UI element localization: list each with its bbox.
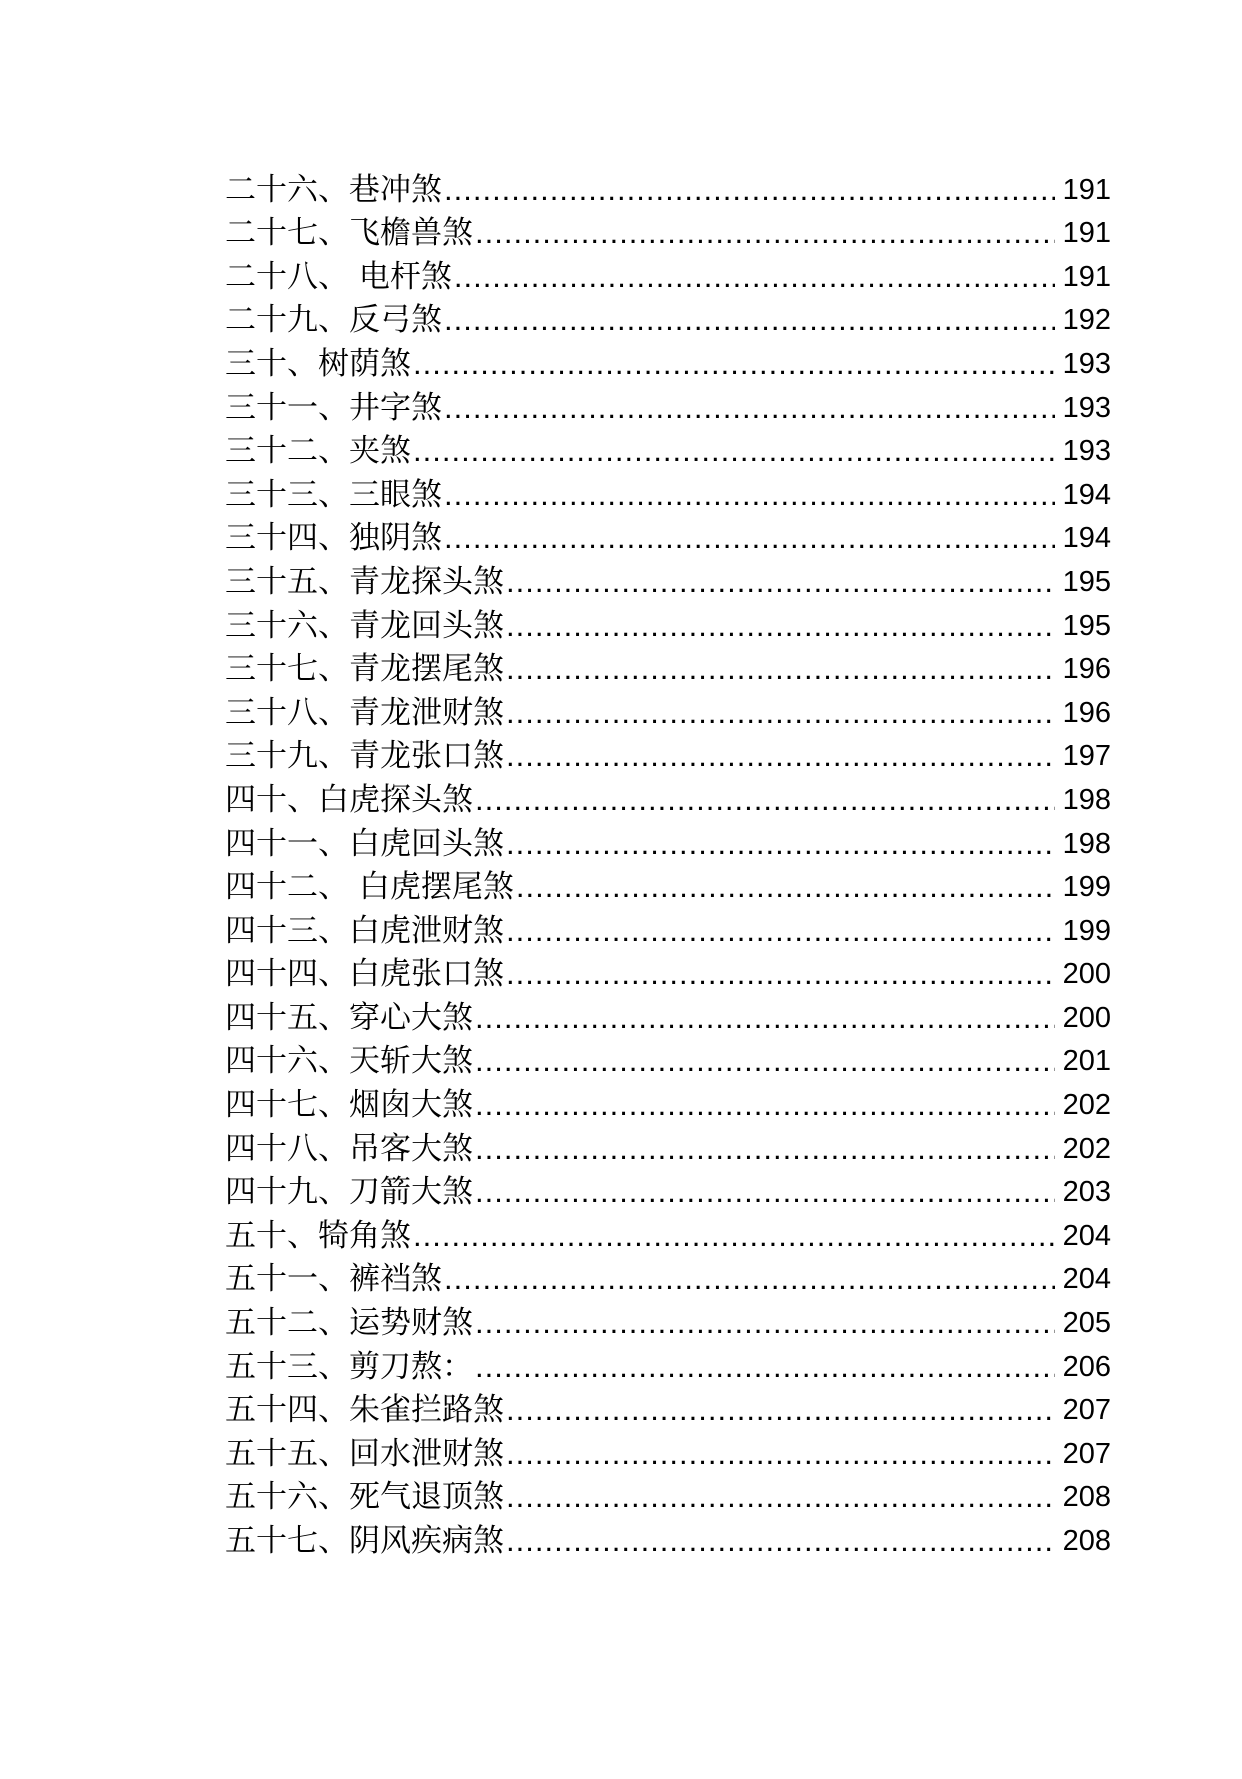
dot-leader bbox=[506, 693, 1055, 733]
toc-entry-title: 三十三、三眼煞 bbox=[225, 476, 442, 513]
dot-leader bbox=[506, 954, 1055, 994]
toc-entry[interactable] bbox=[225, 253, 1111, 297]
toc-entry-title: 四十八、吊客大煞 bbox=[225, 1130, 473, 1167]
toc-entry-title: 五十五、回水泄财煞 bbox=[225, 1435, 504, 1472]
toc-entry[interactable] bbox=[225, 776, 1111, 820]
table-of-contents bbox=[225, 166, 1111, 1561]
toc-entry-page-number: 195 bbox=[1062, 609, 1111, 642]
toc-entry[interactable] bbox=[225, 166, 1111, 210]
dot-leader bbox=[444, 300, 1055, 340]
dot-leader bbox=[444, 388, 1055, 428]
toc-entry-page-number: 206 bbox=[1062, 1350, 1111, 1383]
toc-entry-title: 二十八、 电杆煞 bbox=[225, 258, 452, 295]
toc-entry-page-number: 207 bbox=[1062, 1394, 1111, 1427]
toc-entry-page-number: 202 bbox=[1062, 1089, 1111, 1122]
dot-leader bbox=[506, 1521, 1055, 1561]
dot-leader bbox=[506, 1477, 1055, 1517]
toc-entry-page-number: 204 bbox=[1062, 1219, 1111, 1252]
dot-leader bbox=[506, 649, 1055, 689]
toc-entry-title: 二十七、飞檐兽煞 bbox=[225, 215, 473, 252]
toc-entry[interactable] bbox=[225, 733, 1111, 777]
toc-entry-page-number: 208 bbox=[1062, 1525, 1111, 1557]
toc-entry[interactable] bbox=[225, 471, 1111, 515]
dot-leader bbox=[506, 606, 1055, 646]
toc-entry-title: 三十、树荫煞 bbox=[225, 345, 411, 382]
toc-entry-title: 三十七、青龙摆尾煞 bbox=[225, 651, 504, 688]
dot-leader bbox=[475, 1041, 1055, 1081]
dot-leader bbox=[516, 867, 1055, 907]
toc-entry-title: 五十、犄角煞 bbox=[225, 1217, 411, 1254]
dot-leader bbox=[506, 562, 1055, 602]
toc-entry[interactable] bbox=[225, 1387, 1111, 1431]
toc-entry[interactable] bbox=[225, 210, 1111, 254]
toc-entry[interactable] bbox=[225, 297, 1111, 341]
toc-entry-page-number: 202 bbox=[1062, 1132, 1111, 1165]
dot-leader bbox=[475, 213, 1055, 253]
dot-leader bbox=[475, 1303, 1055, 1343]
toc-entry[interactable] bbox=[225, 820, 1111, 864]
toc-entry[interactable] bbox=[225, 646, 1111, 690]
toc-entry[interactable] bbox=[225, 1474, 1111, 1518]
toc-entry-page-number: 200 bbox=[1062, 1001, 1111, 1034]
toc-entry[interactable] bbox=[225, 1343, 1111, 1387]
toc-entry[interactable] bbox=[225, 558, 1111, 602]
toc-entry-page-number: 199 bbox=[1062, 914, 1111, 947]
toc-entry-title: 三十五、青龙探头煞 bbox=[225, 563, 504, 600]
toc-entry[interactable] bbox=[225, 340, 1111, 384]
toc-entry[interactable] bbox=[225, 689, 1111, 733]
toc-entry-page-number: 199 bbox=[1062, 871, 1111, 904]
toc-entry-title: 五十二、运势财煞 bbox=[225, 1305, 473, 1342]
toc-entry[interactable] bbox=[225, 1299, 1111, 1343]
toc-entry-page-number: 191 bbox=[1062, 260, 1111, 293]
toc-entry[interactable] bbox=[225, 1125, 1111, 1169]
toc-entry[interactable] bbox=[225, 1517, 1111, 1561]
dot-leader bbox=[475, 780, 1055, 820]
dot-leader bbox=[506, 1434, 1055, 1474]
toc-entry-title: 四十五、穿心大煞 bbox=[225, 999, 473, 1036]
toc-entry-page-number: 201 bbox=[1062, 1045, 1111, 1078]
toc-entry[interactable] bbox=[225, 1256, 1111, 1300]
toc-entry-title: 五十三、剪刀熬： bbox=[225, 1348, 473, 1385]
toc-entry-title: 二十九、反弓煞 bbox=[225, 302, 442, 339]
toc-entry-page-number: 208 bbox=[1062, 1481, 1111, 1514]
dot-leader bbox=[475, 1172, 1055, 1212]
toc-entry-page-number: 191 bbox=[1062, 217, 1111, 250]
toc-entry[interactable] bbox=[225, 1038, 1111, 1082]
toc-entry-title: 四十七、烟囱大煞 bbox=[225, 1087, 473, 1124]
toc-entry-page-number: 195 bbox=[1062, 565, 1111, 598]
toc-entry-page-number: 198 bbox=[1062, 827, 1111, 860]
toc-entry[interactable] bbox=[225, 515, 1111, 559]
toc-entry[interactable] bbox=[225, 1212, 1111, 1256]
dot-leader bbox=[506, 911, 1055, 951]
toc-entry-page-number: 196 bbox=[1062, 653, 1111, 686]
toc-entry-title: 五十一、裤裆煞 bbox=[225, 1261, 442, 1298]
toc-entry-page-number: 198 bbox=[1062, 783, 1111, 816]
dot-leader bbox=[444, 475, 1055, 515]
dot-leader bbox=[444, 518, 1055, 558]
toc-entry[interactable] bbox=[225, 1081, 1111, 1125]
toc-entry[interactable] bbox=[225, 864, 1111, 908]
toc-entry[interactable] bbox=[225, 428, 1111, 472]
toc-entry-title: 五十七、阴风疾病煞 bbox=[225, 1523, 504, 1559]
dot-leader bbox=[475, 998, 1055, 1038]
dot-leader bbox=[444, 170, 1055, 210]
toc-entry-title: 四十三、白虎泄财煞 bbox=[225, 912, 504, 949]
dot-leader bbox=[444, 1259, 1055, 1299]
toc-entry-page-number: 196 bbox=[1062, 696, 1111, 729]
dot-leader bbox=[475, 1347, 1055, 1387]
toc-entry[interactable] bbox=[225, 384, 1111, 428]
dot-leader bbox=[413, 431, 1055, 471]
toc-entry-page-number: 200 bbox=[1062, 958, 1111, 991]
toc-entry-title: 三十八、青龙泄财煞 bbox=[225, 694, 504, 731]
dot-leader bbox=[506, 824, 1055, 864]
toc-entry-title: 四十、白虎探头煞 bbox=[225, 781, 473, 818]
toc-entry[interactable] bbox=[225, 1430, 1111, 1474]
toc-entry-title: 四十二、 白虎摆尾煞 bbox=[225, 869, 514, 906]
toc-entry-title: 三十一、井字煞 bbox=[225, 389, 442, 426]
toc-entry[interactable] bbox=[225, 1169, 1111, 1213]
toc-entry-title: 五十四、朱雀拦路煞 bbox=[225, 1392, 504, 1429]
toc-entry-page-number: 193 bbox=[1062, 435, 1111, 468]
dot-leader bbox=[506, 1390, 1055, 1430]
toc-entry-page-number: 207 bbox=[1062, 1437, 1111, 1470]
toc-entry-page-number: 194 bbox=[1062, 478, 1111, 511]
toc-entry-title: 三十二、夹煞 bbox=[225, 433, 411, 470]
dot-leader bbox=[454, 257, 1055, 297]
toc-entry[interactable] bbox=[225, 907, 1111, 951]
toc-entry-title: 四十九、刀箭大煞 bbox=[225, 1174, 473, 1211]
dot-leader bbox=[475, 1085, 1055, 1125]
toc-entry-title: 四十一、白虎回头煞 bbox=[225, 825, 504, 862]
toc-entry-page-number: 194 bbox=[1062, 522, 1111, 555]
toc-entry-title: 四十六、天斩大煞 bbox=[225, 1043, 473, 1080]
dot-leader bbox=[506, 736, 1055, 776]
toc-entry-title: 五十六、死气退顶煞 bbox=[225, 1479, 504, 1516]
toc-entry-page-number: 193 bbox=[1062, 347, 1111, 380]
dot-leader bbox=[475, 1129, 1055, 1169]
toc-entry-page-number: 191 bbox=[1062, 173, 1111, 206]
toc-entry-page-number: 197 bbox=[1062, 740, 1111, 773]
toc-entry-title: 四十四、白虎张口煞 bbox=[225, 956, 504, 993]
toc-entry-page-number: 205 bbox=[1062, 1307, 1111, 1340]
dot-leader bbox=[413, 1216, 1055, 1256]
toc-entry-page-number: 204 bbox=[1062, 1263, 1111, 1296]
toc-entry-title: 三十九、青龙张口煞 bbox=[225, 738, 504, 775]
dot-leader bbox=[413, 344, 1055, 384]
toc-entry[interactable] bbox=[225, 994, 1111, 1038]
toc-entry-page-number: 192 bbox=[1062, 304, 1111, 337]
toc-entry-title: 三十四、独阴煞 bbox=[225, 520, 442, 557]
toc-entry-title: 二十六、巷冲煞 bbox=[225, 171, 442, 208]
toc-entry-page-number: 193 bbox=[1062, 391, 1111, 424]
toc-entry-page-number: 203 bbox=[1062, 1176, 1111, 1209]
toc-entry-title: 三十六、青龙回头煞 bbox=[225, 607, 504, 644]
toc-entry[interactable] bbox=[225, 951, 1111, 995]
toc-entry[interactable] bbox=[225, 602, 1111, 646]
